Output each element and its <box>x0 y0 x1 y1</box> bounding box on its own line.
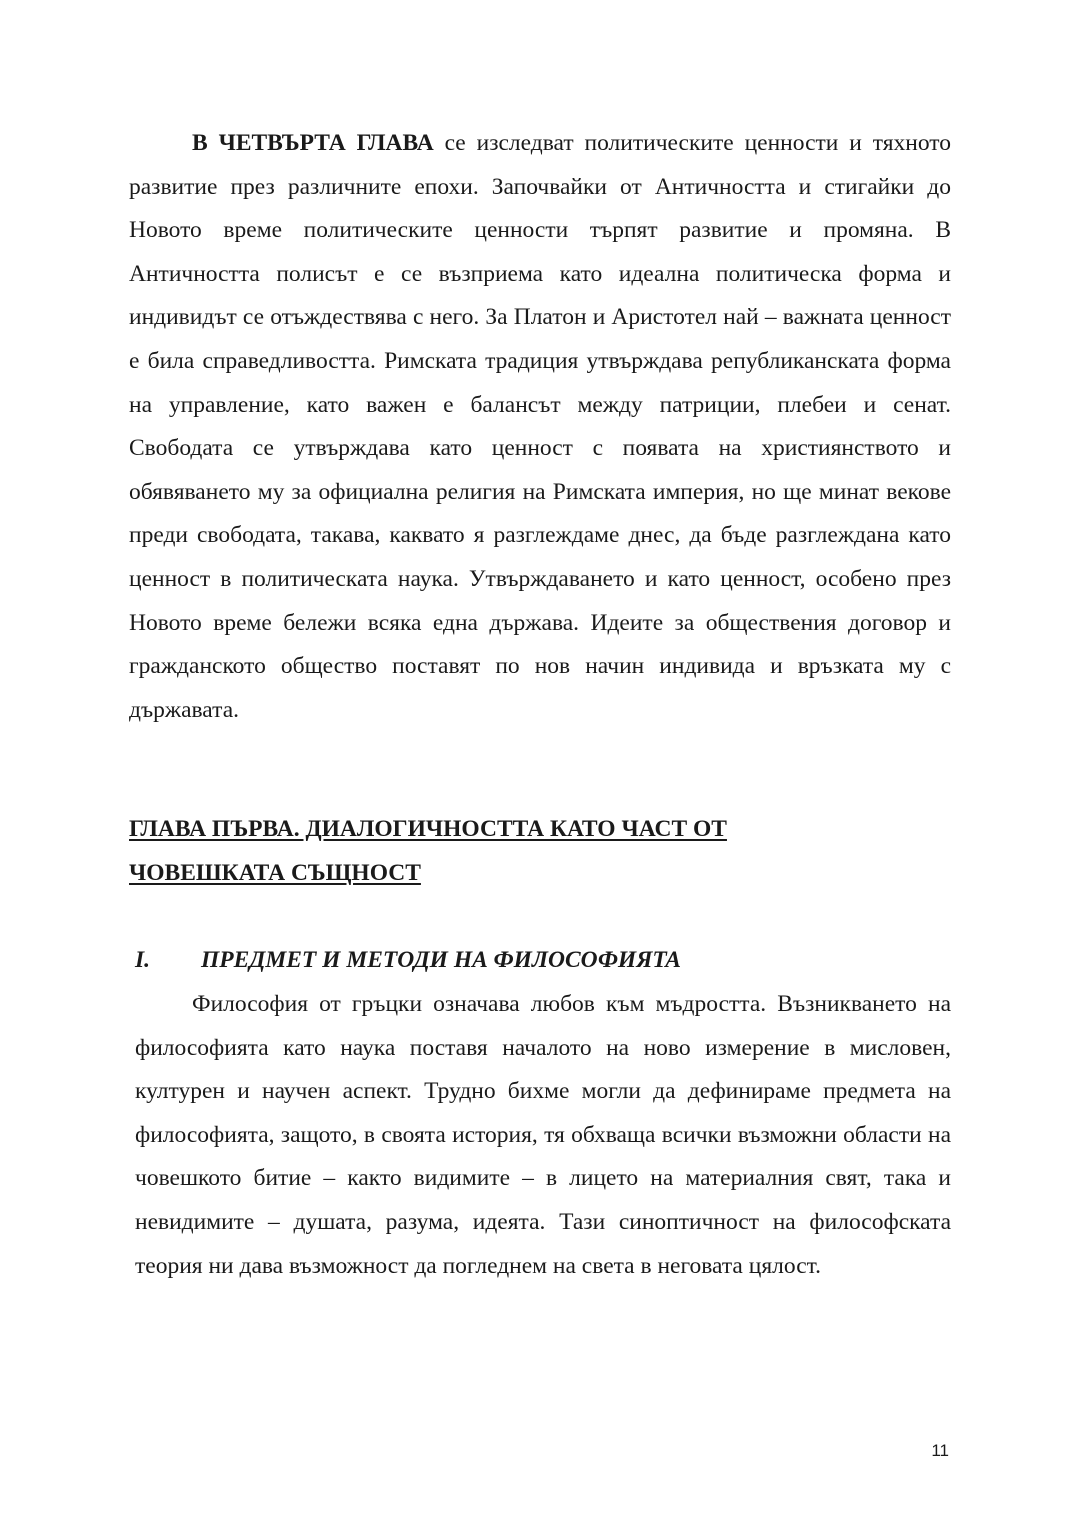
paragraph-chapter-four-summary <box>129 122 951 732</box>
section-title: ПРЕДМЕТ И МЕТОДИ НА ФИЛОСОФИЯТА <box>201 947 681 973</box>
paragraph-philosophy-definition: Философия от гръцки означава любов към мъдростта. Възникването на философията като наука поставя началото на ново измерение в мисловен, културен и научен аспект. Трудно бихме могли да дефинираме предмета на философията, защото, в своята история, тя обхваща всички възможни области на човешкото битие – както видимите – в лицето на материалния свят, така и невидимите – душата, разума, идеята. Тази синоптичност на философската теория ни дава възможност да погледнем на света в неговата цялост. <box>135 991 951 1279</box>
chapter-heading-line-1: ГЛАВА ПЪРВА. ДИАЛОГИЧНОСТТА КАТО ЧАСТ ОТ <box>129 816 727 842</box>
chapter-heading <box>129 808 951 895</box>
chapter-heading-line-2: ЧОВЕШКАТА СЪЩНОСТ <box>129 859 421 886</box>
page-number: 11 <box>931 1441 949 1460</box>
paragraph-lead-bold: В ЧЕТВЪРТА ГЛАВА <box>192 130 434 156</box>
paragraph-body: се изследват политическите ценности и тяхното развитие през различните епохи. Започвайки от Античността и стигайки до Новото време политическите ценности търпят развитие и промяна. В Античността полисът е се възприема като идеална политическа форма и индивидът се отъждествява с него. За Платон и Аристотел най – важната ценност е била справедливостта. Римската традиция утвърждава републиканската форма на управление, като важен е балансът между патриции, плебеи и сенат. Свободата се утвърждава като ценност с появата на християнството и обявяването му за официална религия на Римската империя, но ще минат векове преди свободата, такава, каквато я разглеждаме днес, да бъде разглеждана като ценност в политическата наука. Утвърждаването и като ценност, особено през Новото време бележи всяка една държава. Идеите за обществения договор и гражданското общество поставят по нов начин индивида и връзката му с държавата. <box>129 130 951 723</box>
section-heading <box>135 939 955 983</box>
section-number: I. <box>135 947 151 973</box>
